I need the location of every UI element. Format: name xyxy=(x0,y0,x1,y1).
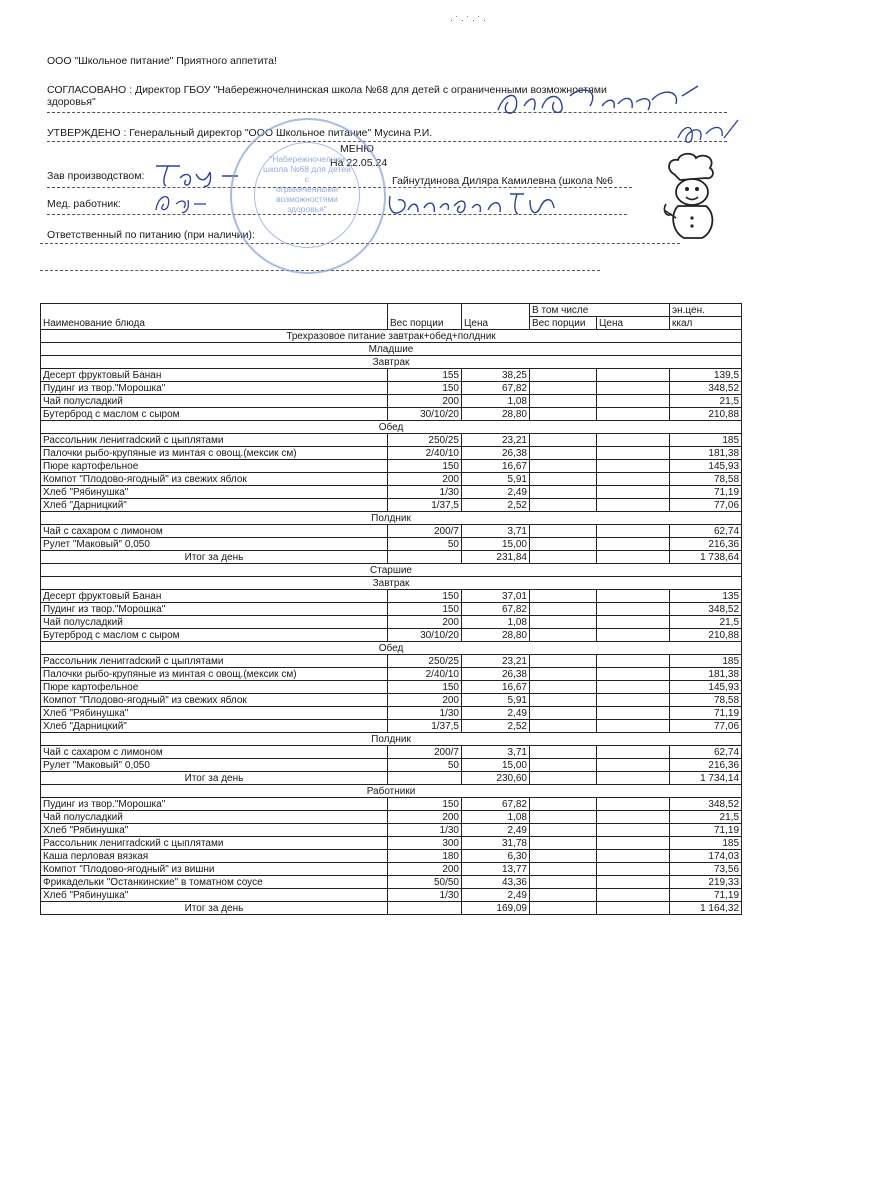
table-row xyxy=(41,525,742,538)
dish-name: Бутерброд с маслом с сыром xyxy=(41,408,388,421)
dish-name: Компот "Плодово-ягодный" из свежих яблок xyxy=(41,473,388,486)
dish-energy: 71,19 xyxy=(670,824,742,837)
dish-energy: 348,52 xyxy=(670,382,742,395)
approved-line: УТВЕРЖДЕНО : Генеральный директор "ООО Школьное питание" Мусина Р.И. xyxy=(47,127,433,139)
chef-logo xyxy=(660,152,724,242)
table-row xyxy=(41,473,742,486)
table-row xyxy=(41,863,742,876)
dish-name: Пюре картофельное xyxy=(41,681,388,694)
dish-weight: 200/7 xyxy=(388,746,462,759)
approved-divider xyxy=(47,141,727,142)
dish-weight: 50 xyxy=(388,538,462,551)
dish-price: 5,91 xyxy=(462,694,530,707)
dish-price: 1,08 xyxy=(462,395,530,408)
dish-name: Пудинг из твор."Морошка" xyxy=(41,382,388,395)
group-title: Старшие xyxy=(41,564,742,577)
dish-name: Хлеб "Дарницкий" xyxy=(41,499,388,512)
dish-name: Хлеб "Рябинушка" xyxy=(41,889,388,902)
dish-price: 28,80 xyxy=(462,408,530,421)
meal-title: Завтрак xyxy=(41,577,742,590)
dish-inc-price xyxy=(597,473,670,486)
dish-price: 26,38 xyxy=(462,668,530,681)
dish-weight: 30/10/20 xyxy=(388,408,462,421)
dish-price: 15,00 xyxy=(462,538,530,551)
dish-price: 67,82 xyxy=(462,382,530,395)
dish-price: 1,08 xyxy=(462,811,530,824)
dish-energy: 78,58 xyxy=(670,473,742,486)
dish-weight: 200 xyxy=(388,395,462,408)
dish-inc-price xyxy=(597,837,670,850)
total-row xyxy=(41,772,742,785)
menu-table-body xyxy=(41,330,742,915)
col-price-header: Цена xyxy=(462,304,530,330)
dish-price: 23,21 xyxy=(462,434,530,447)
dish-weight: 150 xyxy=(388,603,462,616)
dish-inc-price xyxy=(597,382,670,395)
table-row xyxy=(41,837,742,850)
dish-inc-weight xyxy=(530,525,597,538)
dish-price: 43,36 xyxy=(462,876,530,889)
dish-weight: 155 xyxy=(388,369,462,382)
meal-title: Полдник xyxy=(41,512,742,525)
dish-inc-price xyxy=(597,668,670,681)
dish-weight: 150 xyxy=(388,798,462,811)
meal-row xyxy=(41,421,742,434)
dish-inc-weight xyxy=(530,538,597,551)
total-weight xyxy=(388,902,462,915)
group-row xyxy=(41,785,742,798)
dish-price: 37,01 xyxy=(462,590,530,603)
dish-price: 38,25 xyxy=(462,369,530,382)
dish-inc-price xyxy=(597,681,670,694)
dish-price: 2,52 xyxy=(462,499,530,512)
dish-weight: 1/30 xyxy=(388,824,462,837)
dish-inc-weight xyxy=(530,369,597,382)
table-row xyxy=(41,889,742,902)
dish-inc-weight xyxy=(530,889,597,902)
dish-price: 16,67 xyxy=(462,460,530,473)
dish-inc-weight xyxy=(530,395,597,408)
dish-price: 23,21 xyxy=(462,655,530,668)
table-row xyxy=(41,694,742,707)
dish-price: 1,08 xyxy=(462,616,530,629)
menu-table-head xyxy=(41,304,742,330)
dish-inc-weight xyxy=(530,707,597,720)
table-row xyxy=(41,408,742,421)
table-row xyxy=(41,460,742,473)
dish-name: Бутерброд с маслом с сыром xyxy=(41,629,388,642)
dish-name: Хлеб "Рябинушка" xyxy=(41,486,388,499)
dish-price: 3,71 xyxy=(462,746,530,759)
dish-energy: 21,5 xyxy=(670,616,742,629)
total-energy: 1 734,14 xyxy=(670,772,742,785)
total-inc-price xyxy=(597,551,670,564)
dish-name: Чай полусладкий xyxy=(41,395,388,408)
total-label: Итог за день xyxy=(41,551,388,564)
dish-inc-weight xyxy=(530,382,597,395)
dish-energy: 73,56 xyxy=(670,863,742,876)
total-row xyxy=(41,902,742,915)
dish-inc-price xyxy=(597,408,670,421)
dish-inc-price xyxy=(597,824,670,837)
dish-inc-price xyxy=(597,486,670,499)
dish-price: 5,91 xyxy=(462,473,530,486)
dish-name: Пудинг из твор."Морошка" xyxy=(41,603,388,616)
dish-inc-price xyxy=(597,460,670,473)
dish-inc-weight xyxy=(530,486,597,499)
total-inc-weight xyxy=(530,902,597,915)
dish-inc-price xyxy=(597,395,670,408)
dish-price: 16,67 xyxy=(462,681,530,694)
dish-weight: 50 xyxy=(388,759,462,772)
dish-name: Компот "Плодово-ягодный" из свежих яблок xyxy=(41,694,388,707)
dish-name: Рассольник ленигradский с цыплятами xyxy=(41,434,388,447)
total-inc-weight xyxy=(530,551,597,564)
total-inc-price xyxy=(597,772,670,785)
meal-row xyxy=(41,733,742,746)
dish-energy: 77,06 xyxy=(670,720,742,733)
dish-weight: 1/30 xyxy=(388,486,462,499)
dish-price: 31,78 xyxy=(462,837,530,850)
dish-inc-price xyxy=(597,720,670,733)
dish-inc-price xyxy=(597,889,670,902)
school-stamp-text: "Набережночелнин школа №68 для детей с ограниченными возможностями здоровья" xyxy=(263,154,351,214)
dish-inc-weight xyxy=(530,473,597,486)
meal-row xyxy=(41,577,742,590)
dish-price: 2,49 xyxy=(462,486,530,499)
col-energy-header-2: ккал xyxy=(670,317,742,330)
program-row xyxy=(41,330,742,343)
table-row xyxy=(41,811,742,824)
dish-weight: 300 xyxy=(388,837,462,850)
dish-energy: 216,36 xyxy=(670,538,742,551)
dish-weight: 200/7 xyxy=(388,525,462,538)
dish-energy: 185 xyxy=(670,837,742,850)
dish-weight: 1/30 xyxy=(388,889,462,902)
table-row xyxy=(41,798,742,811)
col-weight-header: Вес порции xyxy=(388,304,462,330)
dish-energy: 348,52 xyxy=(670,603,742,616)
dish-inc-price xyxy=(597,694,670,707)
meal-title: Завтрак xyxy=(41,356,742,369)
dish-weight: 200 xyxy=(388,694,462,707)
dish-energy: 216,36 xyxy=(670,759,742,772)
dish-inc-weight xyxy=(530,434,597,447)
dish-energy: 62,74 xyxy=(670,746,742,759)
dish-inc-price xyxy=(597,655,670,668)
dish-inc-price xyxy=(597,603,670,616)
dish-energy: 78,58 xyxy=(670,694,742,707)
dish-energy: 348,52 xyxy=(670,798,742,811)
menu-table xyxy=(40,303,742,915)
med-worker-signature-long xyxy=(384,188,564,222)
dish-inc-weight xyxy=(530,837,597,850)
table-row xyxy=(41,395,742,408)
table-row xyxy=(41,759,742,772)
dish-price: 2,52 xyxy=(462,720,530,733)
col-name-header: Наименование блюда xyxy=(41,304,388,330)
dish-weight: 2/40/10 xyxy=(388,668,462,681)
dish-price: 3,71 xyxy=(462,525,530,538)
dish-inc-price xyxy=(597,499,670,512)
dish-inc-weight xyxy=(530,460,597,473)
dish-inc-weight xyxy=(530,668,597,681)
dish-inc-weight xyxy=(530,655,597,668)
total-price: 230,60 xyxy=(462,772,530,785)
dish-weight: 150 xyxy=(388,382,462,395)
dish-weight: 1/30 xyxy=(388,707,462,720)
dish-name: Чай с сахаром с лимоном xyxy=(41,525,388,538)
dish-price: 2,49 xyxy=(462,889,530,902)
dish-inc-price xyxy=(597,811,670,824)
dish-weight: 150 xyxy=(388,460,462,473)
table-row xyxy=(41,590,742,603)
dish-energy: 139,5 xyxy=(670,369,742,382)
col-inc-price-header: Цена xyxy=(597,317,670,330)
table-row xyxy=(41,447,742,460)
menu-date: На 22.05.24 xyxy=(330,157,388,169)
dish-price: 67,82 xyxy=(462,603,530,616)
dish-name: Рассольник ленигradский с цыплятами xyxy=(41,655,388,668)
dish-inc-price xyxy=(597,863,670,876)
dish-energy: 71,19 xyxy=(670,707,742,720)
dish-name: Хлеб "Рябинушка" xyxy=(41,707,388,720)
dish-energy: 219,33 xyxy=(670,876,742,889)
meal-row xyxy=(41,642,742,655)
dish-energy: 145,93 xyxy=(670,460,742,473)
dish-inc-weight xyxy=(530,616,597,629)
col-inc-weight-header: Вес порции xyxy=(530,317,597,330)
total-energy: 1 164,32 xyxy=(670,902,742,915)
dish-inc-weight xyxy=(530,876,597,889)
dish-name: Хлеб "Рябинушка" xyxy=(41,824,388,837)
total-price: 231,84 xyxy=(462,551,530,564)
table-row xyxy=(41,603,742,616)
table-row xyxy=(41,707,742,720)
dish-inc-price xyxy=(597,629,670,642)
dish-inc-weight xyxy=(530,863,597,876)
dish-weight: 2/40/10 xyxy=(388,447,462,460)
dish-inc-price xyxy=(597,590,670,603)
dish-inc-weight xyxy=(530,681,597,694)
table-row xyxy=(41,746,742,759)
menu-title: МЕНЮ xyxy=(340,143,374,155)
dish-name: Чай полусладкий xyxy=(41,811,388,824)
responsible-label: Ответственный по питанию (при наличии): xyxy=(47,229,255,241)
dish-name: Чай полусладкий xyxy=(41,616,388,629)
dish-price: 28,80 xyxy=(462,629,530,642)
program-title: Трехразовое питание завтрак+обед+полдник xyxy=(41,330,742,343)
dish-name: Компот "Плодово-ягодный" из вишни xyxy=(41,863,388,876)
dish-energy: 21,5 xyxy=(670,811,742,824)
meal-title: Обед xyxy=(41,642,742,655)
production-head-name: Гайнутдинова Диляра Камилевна (школа №6 xyxy=(392,175,613,187)
total-label: Итог за день xyxy=(41,772,388,785)
dish-name: Десерт фруктовый Банан xyxy=(41,369,388,382)
production-head-label: Зав производством: xyxy=(47,170,145,182)
dish-inc-weight xyxy=(530,759,597,772)
total-energy: 1 738,64 xyxy=(670,551,742,564)
table-row xyxy=(41,629,742,642)
dish-energy: 181,38 xyxy=(670,447,742,460)
dish-weight: 1/37,5 xyxy=(388,720,462,733)
dish-weight: 200 xyxy=(388,473,462,486)
dish-weight: 50/50 xyxy=(388,876,462,889)
dish-energy: 62,74 xyxy=(670,525,742,538)
dish-weight: 200 xyxy=(388,863,462,876)
dish-inc-weight xyxy=(530,746,597,759)
table-row xyxy=(41,850,742,863)
approval-signature xyxy=(672,116,742,148)
table-row xyxy=(41,668,742,681)
dish-name: Палочки рыбо-крупяные из минтая с овощ.(мексик см) xyxy=(41,668,388,681)
dish-energy: 185 xyxy=(670,434,742,447)
dish-name: Хлеб "Дарницкий" xyxy=(41,720,388,733)
dish-inc-price xyxy=(597,447,670,460)
dish-inc-weight xyxy=(530,824,597,837)
dish-weight: 150 xyxy=(388,681,462,694)
dish-inc-weight xyxy=(530,720,597,733)
school-stamp xyxy=(230,118,386,274)
table-row xyxy=(41,369,742,382)
table-row xyxy=(41,655,742,668)
dish-name: Рулет "Маковый" 0,050 xyxy=(41,759,388,772)
dish-inc-price xyxy=(597,538,670,551)
dish-inc-price xyxy=(597,746,670,759)
table-row xyxy=(41,382,742,395)
dish-weight: 200 xyxy=(388,811,462,824)
dish-weight: 250/25 xyxy=(388,434,462,447)
dish-inc-weight xyxy=(530,798,597,811)
dish-name: Рассольник ленигradский с цыплятами xyxy=(41,837,388,850)
meal-title: Обед xyxy=(41,421,742,434)
table-row xyxy=(41,720,742,733)
dish-name: Фрикадельки "Останкинские" в томатном соусе xyxy=(41,876,388,889)
table-row xyxy=(41,876,742,889)
dish-inc-weight xyxy=(530,590,597,603)
dish-inc-weight xyxy=(530,850,597,863)
table-row xyxy=(41,616,742,629)
company-line: ООО "Школьное питание" Приятного аппетита! xyxy=(47,55,277,67)
dish-price: 6,30 xyxy=(462,850,530,863)
dish-name: Пюре картофельное xyxy=(41,460,388,473)
table-row xyxy=(41,538,742,551)
dish-inc-price xyxy=(597,707,670,720)
dish-inc-weight xyxy=(530,408,597,421)
group-row xyxy=(41,343,742,356)
scan-specks: · ˙ · ˙ · ˙ · xyxy=(450,15,486,25)
dish-inc-price xyxy=(597,850,670,863)
total-weight xyxy=(388,772,462,785)
dish-energy: 145,93 xyxy=(670,681,742,694)
group-title: Работники xyxy=(41,785,742,798)
dish-energy: 135 xyxy=(670,590,742,603)
col-including-header: В том числе xyxy=(530,304,670,317)
dish-energy: 185 xyxy=(670,655,742,668)
dish-weight: 1/37,5 xyxy=(388,499,462,512)
dish-price: 67,82 xyxy=(462,798,530,811)
dish-energy: 181,38 xyxy=(670,668,742,681)
dish-inc-price xyxy=(597,434,670,447)
dish-weight: 180 xyxy=(388,850,462,863)
dish-weight: 150 xyxy=(388,590,462,603)
dish-energy: 77,06 xyxy=(670,499,742,512)
med-worker-signature-short xyxy=(150,188,210,216)
dish-energy: 210,88 xyxy=(670,408,742,421)
dish-inc-weight xyxy=(530,811,597,824)
dish-weight: 200 xyxy=(388,616,462,629)
dish-weight: 30/10/20 xyxy=(388,629,462,642)
total-inc-price xyxy=(597,902,670,915)
dish-energy: 21,5 xyxy=(670,395,742,408)
meal-row xyxy=(41,512,742,525)
dish-energy: 210,88 xyxy=(670,629,742,642)
dish-inc-price xyxy=(597,876,670,889)
agreed-line-1: СОГЛАСОВАНО : Директор ГБОУ "Набережночелнинская школа №68 для детей с ограниченными возможностями xyxy=(47,84,607,96)
meal-row xyxy=(41,356,742,369)
dish-inc-price xyxy=(597,525,670,538)
dish-inc-price xyxy=(597,759,670,772)
dish-price: 26,38 xyxy=(462,447,530,460)
dish-inc-weight xyxy=(530,629,597,642)
dish-inc-price xyxy=(597,798,670,811)
dish-price: 2,49 xyxy=(462,707,530,720)
dish-weight: 250/25 xyxy=(388,655,462,668)
table-row xyxy=(41,434,742,447)
dish-inc-weight xyxy=(530,447,597,460)
group-row xyxy=(41,564,742,577)
dish-price: 13,77 xyxy=(462,863,530,876)
dish-name: Палочки рыбо-крупяные из минтая с овощ.(мексик см) xyxy=(41,447,388,460)
group-title: Младшие xyxy=(41,343,742,356)
dish-price: 2,49 xyxy=(462,824,530,837)
dish-inc-price xyxy=(597,616,670,629)
agreed-line-2: здоровья" xyxy=(47,96,96,108)
table-row xyxy=(41,824,742,837)
dish-inc-weight xyxy=(530,499,597,512)
meal-title: Полдник xyxy=(41,733,742,746)
dish-energy: 71,19 xyxy=(670,486,742,499)
dish-name: Десерт фруктовый Банан xyxy=(41,590,388,603)
med-worker-label: Мед. работник: xyxy=(47,198,121,210)
dish-energy: 174,03 xyxy=(670,850,742,863)
dish-name: Пудинг из твор."Морошка" xyxy=(41,798,388,811)
dish-name: Чай с сахаром с лимоном xyxy=(41,746,388,759)
dish-price: 15,00 xyxy=(462,759,530,772)
table-row xyxy=(41,681,742,694)
total-weight xyxy=(388,551,462,564)
table-row xyxy=(41,499,742,512)
total-row xyxy=(41,551,742,564)
dish-inc-weight xyxy=(530,603,597,616)
dish-name: Каша перловая вязкая xyxy=(41,850,388,863)
dish-inc-price xyxy=(597,369,670,382)
dish-name: Рулет "Маковый" 0,050 xyxy=(41,538,388,551)
total-inc-weight xyxy=(530,772,597,785)
col-energy-header-1: эн.цен. xyxy=(670,304,742,317)
table-row xyxy=(41,486,742,499)
total-label: Итог за день xyxy=(41,902,388,915)
total-price: 169,09 xyxy=(462,902,530,915)
dish-energy: 71,19 xyxy=(670,889,742,902)
dish-inc-weight xyxy=(530,694,597,707)
